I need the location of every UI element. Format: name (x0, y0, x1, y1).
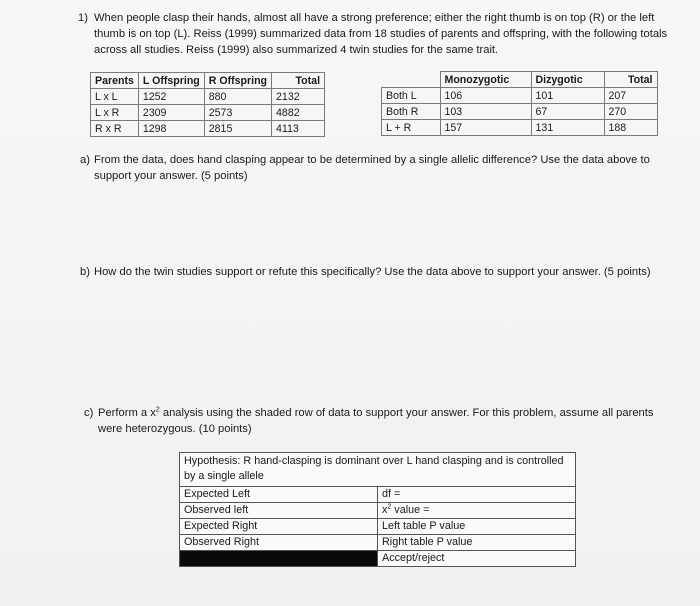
shaded-row (180, 551, 377, 566)
part-b-question (80, 264, 680, 280)
table-cell: 270 (604, 104, 657, 120)
left-p-value-cell: Left table P value (378, 519, 575, 535)
table-cell: 106 (440, 88, 531, 104)
table-cell: 131 (531, 120, 604, 136)
accept-reject-cell: Accept/reject (382, 552, 445, 564)
table-cell: 207 (604, 88, 657, 104)
expected-left-cell: Expected Left (180, 487, 377, 503)
part-c-text-after: analysis using the shaded row of data to support your answer. For this problem, assume all parents were heterozygous. (10 points) (98, 407, 654, 435)
part-c-text (98, 405, 674, 437)
table-cell: 188 (604, 120, 657, 136)
table-row (382, 120, 658, 136)
table-cell: 4113 (272, 121, 325, 137)
table-cell: L + R (382, 120, 441, 136)
question-intro (78, 10, 678, 58)
table-cell: 67 (531, 104, 604, 120)
part-b-label: b) (80, 266, 90, 278)
parents-header: Parents (91, 73, 139, 89)
table-cell: R x R (91, 121, 139, 137)
table-cell: 157 (440, 120, 531, 136)
table-row (382, 88, 658, 104)
l-offspring-header: L Offspring (138, 73, 204, 89)
table-cell: L x R (91, 105, 139, 121)
chi-square-superscript: 2 (155, 406, 160, 414)
table-cell: 2815 (204, 121, 271, 137)
part-a-label: a) (80, 154, 90, 166)
monozygotic-header: Monozygotic (440, 72, 531, 88)
part-c-label: c) (84, 407, 94, 419)
part-c-text-before: Perform a x (98, 407, 156, 419)
table-cell: Both R (382, 104, 441, 120)
question-text: When people clasp their hands, almost all have a strong preference; either the right thumb is on top (R) or the left thumb is on top (L). Reiss (1999) summarized data from 18 studies of parents and offspring, with the following totals across all studies. Reiss (1999) also summarized 4 twin studies for the same trait. (94, 12, 668, 56)
table-row (91, 89, 325, 105)
table-cell: 2309 (138, 105, 204, 121)
table-cell: 880 (204, 89, 271, 105)
hypothesis-text: Hypothesis: R hand-clasping is dominant over L hand clasping and is controlled by a single allele (180, 453, 575, 487)
question-number: 1) (78, 12, 88, 24)
twin-studies-table (381, 71, 658, 136)
table-cell: 101 (531, 88, 604, 104)
chi-value-label: value = (391, 504, 430, 516)
table-cell: 1298 (138, 121, 204, 137)
table-cell: L x L (91, 89, 139, 105)
blank-header (382, 72, 441, 88)
total-header: Total (272, 73, 325, 89)
dizygotic-header: Dizygotic (531, 72, 604, 88)
total-header: Total (604, 72, 657, 88)
chi-symbol: x (382, 504, 388, 516)
expected-right-cell: Expected Right (180, 519, 377, 535)
table-cell: Both L (382, 88, 441, 104)
table-row (382, 104, 658, 120)
chi-value-superscript: 2 (387, 503, 392, 511)
table-cell: 1252 (138, 89, 204, 105)
observed-right-cell: Observed Right (180, 535, 377, 551)
table-row (91, 105, 325, 121)
parents-offspring-table (90, 72, 325, 137)
chi-right-column (377, 487, 575, 566)
part-c-question (84, 405, 674, 437)
right-p-value-cell: Right table P value (378, 535, 575, 551)
chi-value-cell (378, 503, 575, 519)
table-cell: 2573 (204, 105, 271, 121)
part-a-text: From the data, does hand clasping appear to be determined by a single allelic difference? Use the data above to support your answer. (5 points) (94, 154, 650, 182)
table-cell: 4882 (272, 105, 325, 121)
table-cell: 2132 (272, 89, 325, 105)
df-cell: df = (378, 487, 575, 503)
part-b-text: How do the twin studies support or refute this specifically? Use the data above to support your answer. (5 points) (94, 266, 651, 278)
observed-left-cell: Observed left (180, 503, 377, 519)
chi-left-column (180, 487, 377, 566)
chi-square-table (179, 452, 576, 567)
table-row (91, 121, 325, 137)
r-offspring-header: R Offspring (204, 73, 271, 89)
table-cell: 103 (440, 104, 531, 120)
part-a-question (80, 152, 680, 184)
